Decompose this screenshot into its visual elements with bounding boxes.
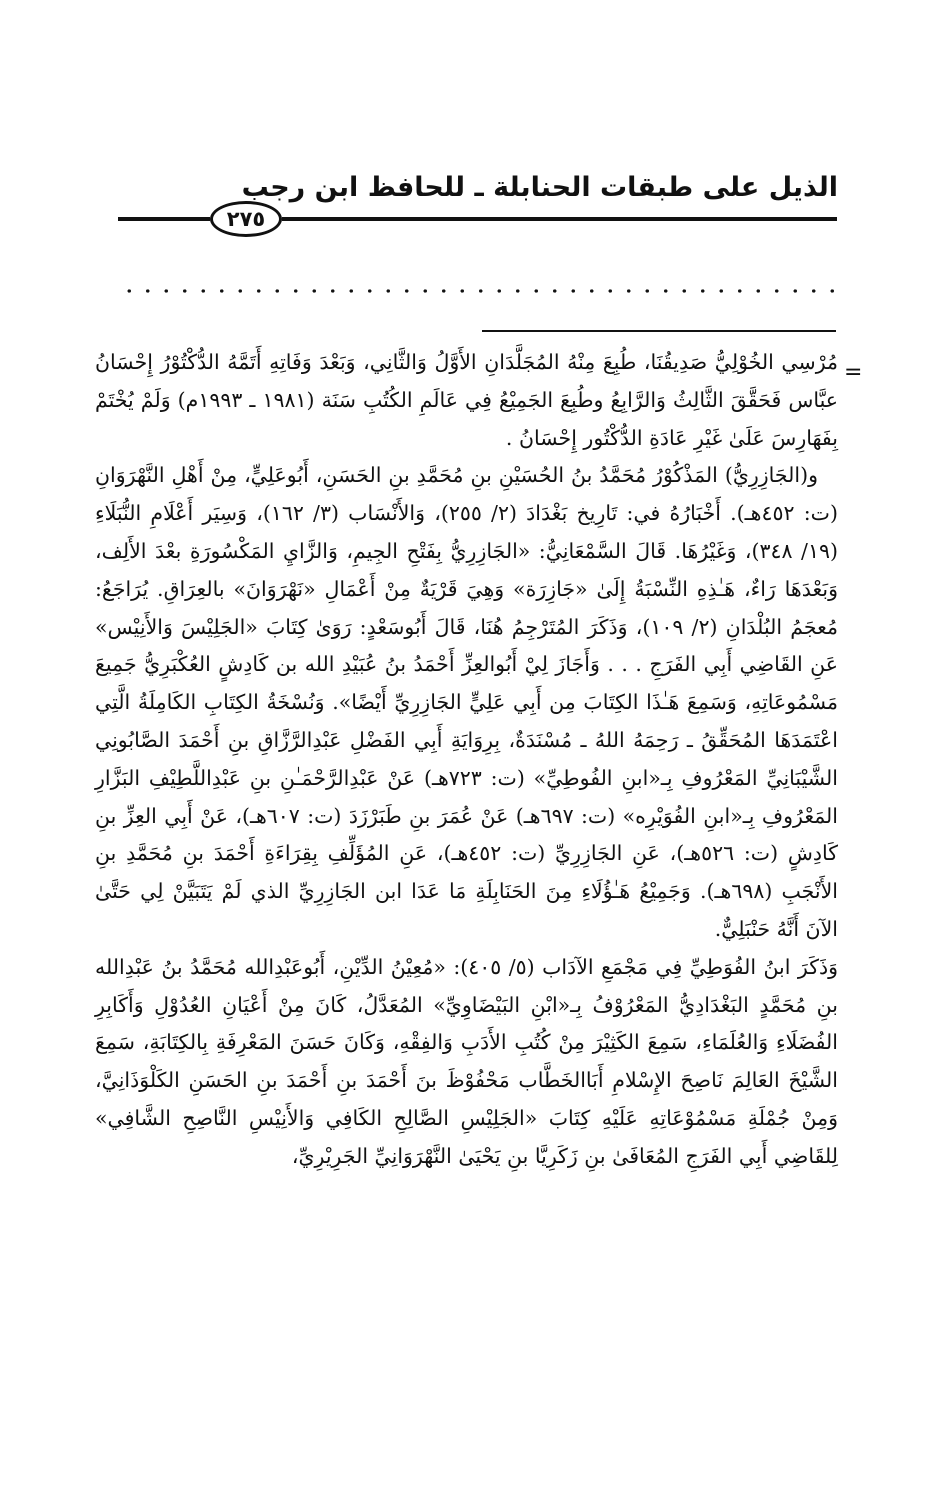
running-title: الذيل على طبقات الحنابلة ـ للحافظ ابن رجب: [241, 172, 838, 203]
footnote-continuation-mark: =: [844, 360, 863, 385]
footnote-rule: [482, 330, 836, 332]
page-number: ٢٧٥: [210, 201, 282, 237]
footnote-paragraph: وَذَكَرَ ابنُ الفُوَطِيِّ فِي مَجْمَعِ الآدَاب (٥/ ٤٠٥): «مُعِيْنُ الدِّيْنِ، أَبُوعَبْدِالله مُحَمَّدُ بنُ عَبْدِالله بنِ مُحَمَّدٍ البَغْدَادِيُّ المَعْرُوْفُ بِـ«ابْنِ البَيْضَاوِيِّ» المُعَدَّلُ، كَانَ مِنْ أَعْيَانِ العُدُوْلِ وَأَكَابِرِ الفُضَلَاءِ وَالعُلَمَاءِ، سَمِعَ الكَثِيْرَ مِنْ كُتُبِ الأَدَبِ وَالفِقْهِ، وَكَانَ حَسَنَ المَعْرِفَةِ بِالكِتَابَةِ، سَمِعَ الشَّيْخَ العَالِمَ نَاصِحَ الإِسْلامِ أَبَاالخَطَّاب مَحْفُوْظَ بنَ أَحْمَدَ بنِ أَحْمَدَ بنِ الحَسَنِ الكَلْوَذَانِيَّ، وَمِنْ جُمْلَةِ مَسْمُوْعَاتِهِ عَلَيْهِ كِتَابَ «الجَلِيْسِ الصَّالِحِ الكَافِي وَالأَنِيْسِ النَّاصِحِ الشَّافِي» لِلقَاضِي أَبِي الفَرَجِ المُعَافَىٰ بنِ زَكَرِيَّا بنِ يَحْيَىٰ النَّهْرَوَانِيِّ الجَرِيْرِيِّ،: [95, 954, 838, 1168]
header-rule-right: [282, 217, 837, 221]
footnote-paragraph: مُرْسِي الخُوْلِيُّ صَدِيقُنَا، طُبِعَ مِنْهُ المُجَلَّدَانِ الأَوَّلُ وَالثَّانِي، وَبَعْدَ وَفَاتِهِ أَتَمَّهُ الدُّكْتُوْرُ إِحْسَانُ عبَّاس فَحَقَّقَ الثَّالِثُ وَالرَّابِعُ وطُبِعَ الجَمِيْعُ فِي عَالَمِ الكُتُبِ سَنَة (١٩٨١ ـ ١٩٩٣م) وَلَمْ يُخْتَمْ بِفَهَارِسَ عَلَىٰ غَيْرِ عَادَةِ الدُّكْتُور إِحْسَانُ .: [95, 350, 839, 450]
footnote-paragraph: و(الجَازِرِيُّ) المَذْكُوْرُ مُحَمَّدُ بنُ الحُسَيْنِ بنِ مُحَمَّدِ بنِ الحَسَنِ، أَبُوعَلِيٍّ، مِنْ أَهْلِ النَّهْرَوَانِ (ت: ٤٥٢هـ). أَخْبَارُهُ في: تَارِيخ بَغْدَادَ (٢/ ٢٥٥)، وَالأَنْسَاب (٣/ ١٦٢)، وَسِيَر أَعْلَامِ النُّبَلَاءِ (١٩/ ٣٤٨)، وَغَيْرُهَا. قَالَ السَّمْعَانِيُّ: «الجَازِرِيُّ بِفَتْحِ الجِيمِ، وَالزَّايِ المَكْسُورَةِ بعْدَ الأَلِف، وَبَعْدَهَا رَاءٌ، هَـٰذِهِ النِّسْبَةُ إِلَىٰ «جَازِرَة» وَهِيَ قَرْيَةٌ مِنْ أَعْمَالِ «نَهْرَوَانَ» بالعِرَاقِ. يُرَاجَعُ: مُعجَمُ البُلْدَانِ (٢/ ١٠٩)، وَذَكَرَ المُتَرْجِمُ هُنَا، قَالَ أَبُوسَعْدٍ: رَوَىٰ كِتَابَ «الجَلِيْسَ وَالأَنِيْس» عَنِ القَاضِي أَبِي الفَرَجِ . . . وَأَجَازَ لِيْ أَبُوالعِزِّ أَحْمَدُ بنُ عُبَيْدِ الله بن كَادِشٍ العُكْبَرِيُّ جَمِيعَ مَسْمُوعَاتِهِ، وَسَمِعَ هَـٰذَا الكِتَابَ مِن أَبِي عَلِيٍّ الجَازِرِيِّ أَيْضًا». وَنُسْخَةُ الكِتَابِ الكَامِلَةُ الَّتِي اعْتَمَدَهَا المُحَقِّقُ ـ رَحِمَهُ اللهُ ـ مُسْنَدَةٌ، بِرِوَايَةِ أَبِي الفَضْلِ عَبْدِالرَّزَّاقِ بنِ أَحْمَدَ الصَّابُونِي الشَّيْبَانِيِّ المَعْرُوفِ بِـ«ابنِ الفُوطِيِّ» (ت: ٧٢٣هـ) عَنْ عَبْدِالرَّحْمَـٰنِ بنِ عَبْدِاللَّطِيْفِ البَزَّارِ المَعْرُوفِ بِـ«ابنِ الفُوَيْرِه» (ت: ٦٩٧هـ) عَنْ عُمَرَ بنِ طَبَرْزَدَ (ت: ٦٠٧هـ)، عَنْ أَبِي العِزِّ بنِ كَادِشٍ (ت: ٥٢٦هـ)، عَنِ الجَازِرِيِّ (ت: ٤٥٢هـ)، عَنِ المُؤَلِّفِ بِقِرَاءَةِ أَحْمَدَ بنِ مُحَمَّدِ بنِ الأَنْجَبِ (٦٩٨هـ). وَجَمِيْعُ هَـٰؤُلَاءِ مِنَ الحَنَابِلَةِ مَا عَدَا ابن الجَازِرِيِّ الذي لَمْ يَتَبَيَّنْ لِي حَتَّىٰ الآنَ أَنَّهُ حَنْبَلِيٌّ.: [95, 463, 838, 941]
footnote-text: [95, 344, 838, 1176]
dotted-separator: [120, 286, 840, 296]
header-rule-left: [118, 217, 210, 221]
